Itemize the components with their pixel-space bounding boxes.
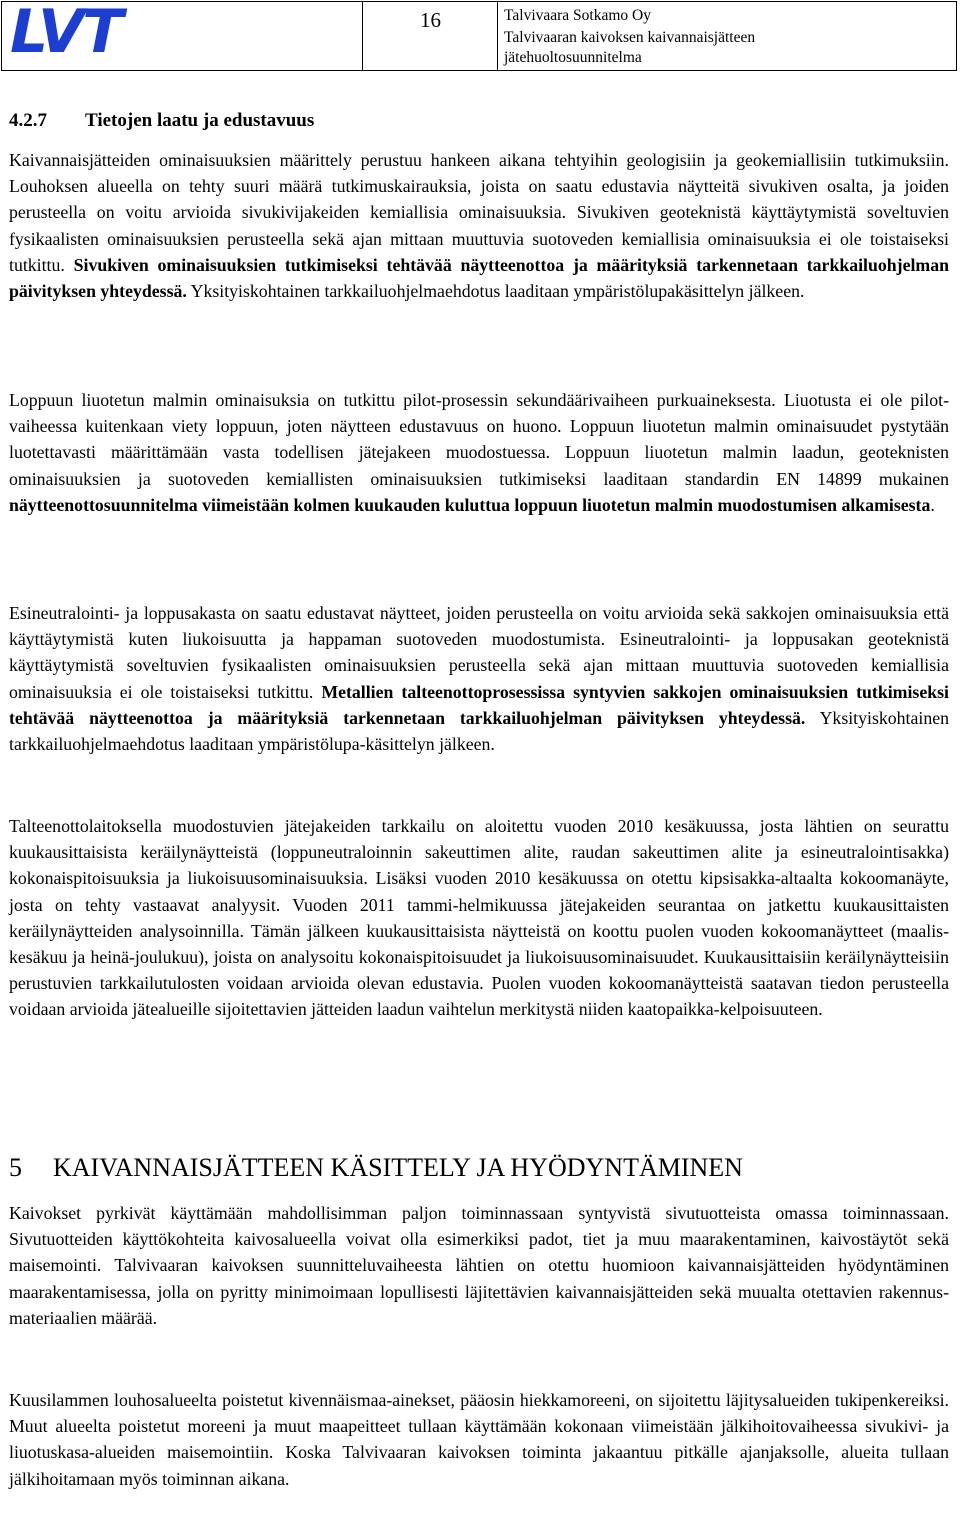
paragraph-4: Talteenottolaitoksella muodostuvien jätejakeiden tarkkailu on aloitettu vuoden 2010 kesäkuussa, josta lähtien on seurattu kuukausittaisista keräilynäytteistä (loppuneutraloinnin sakeuttimen alite, raudan sakeuttimen alite ja esineutralointisakka) kokonaispitoisuuksia ja liukoisuusominaisuuksia. Lisäksi vuoden 2010 kesäkuussa on otettu kipsisakka-altaalta kokoomanäyte, josta on tehty vastaavat analyysit. Vuoden 2011 tammi-helmikuussa jätejakeiden seurantaa on jatkettu kuukausittaisten keräilynäytteiden analysoinnilla. Tämän jälkeen kuukausittaisista näytteistä on koottu puolen vuoden kokoomanäytteet (maalis-kesäkuu ja heinä-joulukuu), joista on analysoitu kokonaispitoisuudet ja liukoisuusominaisuudet. Kuukausittaisiin keräilynäytteisiin perustuvien tarkkailutulosten voidaan arvioida olevan edustavia. Puolen vuoden kokoomanäytteistä saatavan tiedon perusteella voidaan arvioida jätealueille sijoitettavien jätteiden laadun vaihtelun merkitystä niiden kaatopaikka-kelpoisuuteen. [9, 816, 949, 1020]
paragraph-3 [9, 600, 949, 757]
document-title-line-3: jätehuoltosuunnitelma [504, 49, 642, 66]
section-number: 4.2.7 [9, 110, 47, 131]
lvt-logo: LVT [10, 0, 122, 67]
section-title: Tietojen laatu ja edustavuus [85, 110, 315, 131]
page-number-cell [362, 2, 498, 70]
paragraph-bold-text: Sivukiven ominaisuuksien tutkimiseksi tehtävää näytteenottoa ja määrityksiä tarkennetaan tarkkailuohjelman päivityksen yhteydessä. [9, 254, 950, 302]
paragraph-text: Esineutralointi- ja loppusakasta on saatu edustavat näytteet, joiden perusteella on voitu arvioida sekä sakkojen ominaisuuksia että käyttäytymistä kuten liukoisuutta ja happaman suotoveden muodostumista. Esineutralointi- ja loppusakan geoteknistä käyttäytymistä soveltuvien fysikaalisten ominaisuuksien perusteella sekä ajan mittaan muuttuvia suotoveden kemiallisia ominaisuuksia ei ole toistaiseksi tutkittu. [9, 603, 949, 702]
chapter-number: 5 [9, 1153, 22, 1182]
page-number: 16 [420, 8, 441, 32]
paragraph-text: Kaivannaisjätteiden ominaisuuksien määrittely perustuu hankeen aikana tehtyihin geologisiin ja geokemiallisiin tutkimuksiin. Louhoksen alueella on tehty suuri määrä tutkimuskairauksia, joista on saatu edustavia näytteitä sivukiven osalta, ja joiden perusteella on voitu arvioida sivukivijakeiden kemiallisia ominaisuuksia. Sivukiven geoteknistä käyttäytymistä soveltuvien fysikaalisten ominaisuuksien perusteella sekä ajan mittaan muuttuvia suotoveden kemiallisia ominaisuuksia ei ole toistaiseksi tutkittu. [9, 150, 949, 275]
chapter-heading-5 [9, 1153, 743, 1183]
logo-cell [2, 2, 363, 70]
page-header [1, 1, 957, 71]
document-title-cell [498, 2, 958, 70]
paragraph-1 [9, 147, 949, 304]
paragraph-2 [9, 387, 949, 518]
paragraph-bold-text: näytteenottosuunnitelma viimeistään kolmen kuukauden kuluttua loppuun liuotetun malmin muodostumisen alkamisesta [9, 494, 931, 515]
paragraph-5: Kaivokset pyrkivät käyttämään mahdollisimman paljon toiminnassaan syntyvistä sivutuotteista omassa toiminnassaan. Sivutuotteiden käyttökohteita kaivosalueella voivat olla esimerkiksi padot, tiet ja muu maarakentaminen, kaivostäytöt sekä maisemointi. Talvivaaran kaivoksen suunnitteluvaiheesta lähtien on otettu huomioon kaivannaisjätteiden hyödyntäminen maarakentamisessa, jolla on pyritty minimoimaan lopullisesti läjitettävien kaivannaisjätteiden sekä muualta otettavien rakennus-materiaalien määrää. [9, 1203, 949, 1328]
paragraph-bold-text: Metallien talteenottoprosessissa syntyvien sakkojen ominaisuuksien tutkimiseksi tehtävää näytteenottoa ja määrityksiä tarkennetaan tarkkailuohjelman päivityksen yhteydessä. [9, 681, 949, 728]
paragraph-text: Yksityiskohtainen tarkkailuohjelmaehdotus laaditaan ympäristölupa-käsittelyn jälkeen. [9, 707, 949, 755]
paragraph-6: Kuusilammen louhosalueelta poistetut kivennäismaa-ainekset, pääosin hiekkamoreeni, on sijoitettu läjitysalueiden tukipenkereiksi. Muut alueelta poistetut moreeni ja muut maapeitteet tullaan käyttämään kokonaan viimeistään jälkihoitovaiheessa sivukivi- ja liuotuskasa-alueiden maisemointiin. Koska Talvivaaran kaivoksen toiminta jakaantuu pitkälle ajanjaksolle, alueita tullaan jälkihoitamaan myös toiminnan aikana. [9, 1390, 949, 1489]
paragraph-text: Yksityiskohtainen tarkkailuohjelmaehdotus laaditaan ympäristölupakäsittelyn jälkeen. [186, 281, 805, 302]
paragraph-text: Loppuun liuotetun malmin ominaisuksia on tutkittu pilot-prosessin sekundäärivaiheen purkuaineksesta. Liuotusta ei ole pilot-vaiheessa kuitenkaan viety loppuun, joten näytteen edustavuus on huono. Loppuun liuotetun malmin ominaisuudet pystytään luotettavasti määrittämään vasta todellisen jätejakeen muodostuessa. Loppuun liuotetun malmin laadun, geoteknisten ominaisuuksien ja suotoveden kemiallisten ominaisuuksien tutkimiseksi laaditaan standardin EN 14899 mukainen [9, 390, 949, 489]
paragraph-text: . [930, 494, 935, 515]
document-title-line-1: Talvivaara Sotkamo Oy [504, 7, 651, 24]
section-heading-4-2-7 [9, 110, 314, 132]
document-title-line-2: Talvivaaran kaivoksen kaivannaisjätteen [504, 29, 756, 46]
chapter-title: KAIVANNAISJÄTTEEN KÄSITTELY JA HYÖDYNTÄMINEN [53, 1153, 743, 1182]
